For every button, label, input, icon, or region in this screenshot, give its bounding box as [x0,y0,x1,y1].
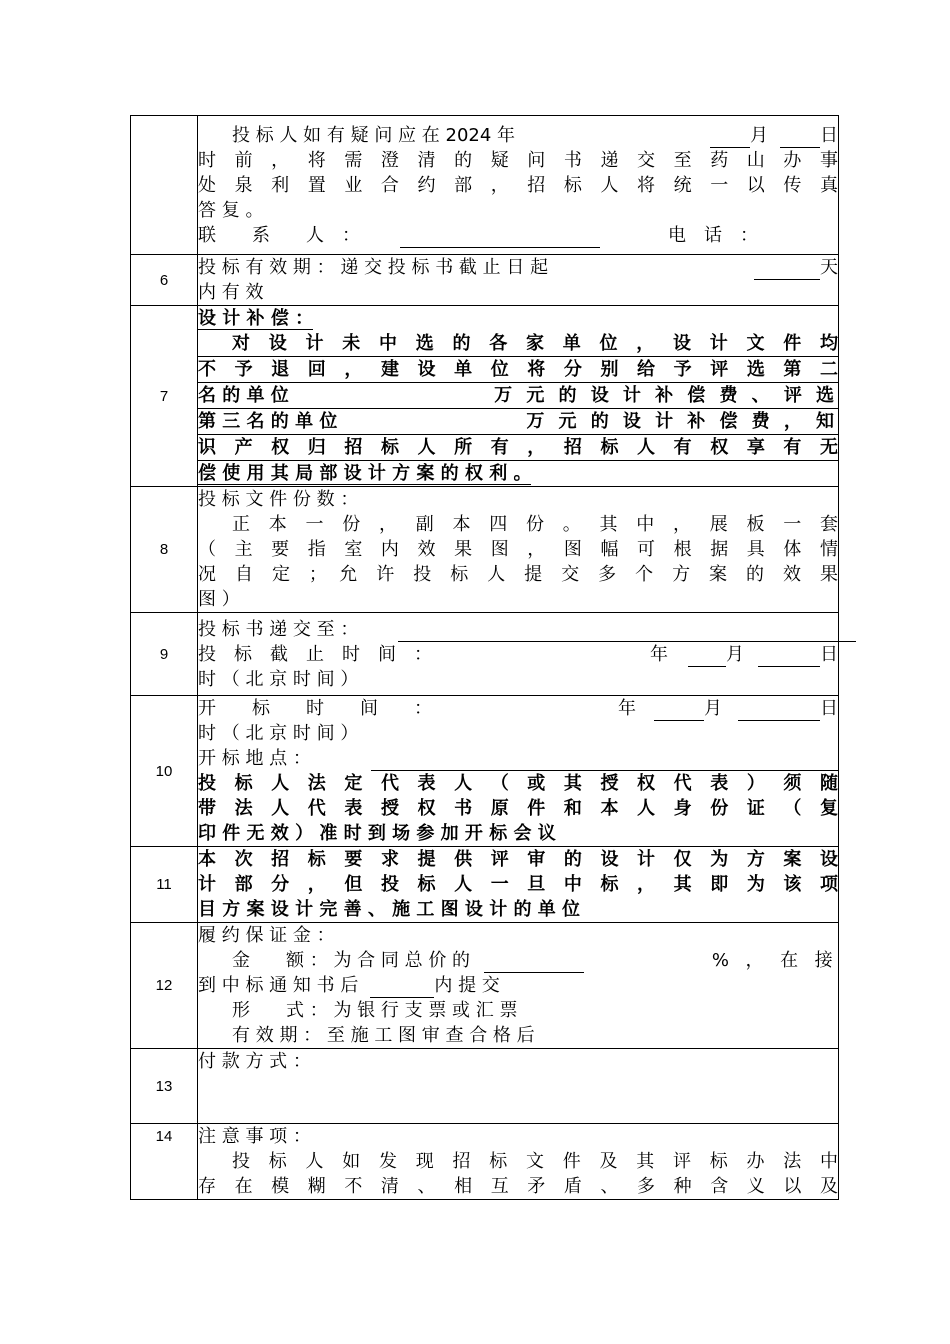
blank-line [758,648,820,667]
blank-line [780,129,820,148]
text-segment: 年 [650,643,668,665]
text-segment: 投 标 有 效 期 ： 递 交 投 标 书 截 止 日 起 [198,257,549,278]
text-segment: 万 元 的 设 计 补 偿 费 ， 知 [526,411,838,432]
row-content-cell [198,306,839,487]
text-line [198,461,838,486]
text-segment: 投 标 截 止 时 间 ： [198,643,432,665]
text-segment: 年 [618,698,636,719]
text-segment: 开 标 时 间 ： [198,698,432,719]
text-line: 计 部 分 ， 但 投 标 人 一 旦 中 标 ， 其 即 为 该 项 [198,874,838,895]
text-segment: 万 元 的 设 计 补 偿 费 、 评 选 [494,385,838,406]
blank-line [400,229,600,248]
blank-line [371,752,838,771]
text-segment: 金 额 ： 为 合 同 总 价 的 [232,950,471,971]
text-segment: 开 标 地 点 ： [198,748,311,769]
text-line: 带 法 人 代 表 授 权 书 原 件 和 本 人 身 份 证 （ 复 [198,798,838,819]
row-number-cell: 10 [131,696,198,847]
text-segment: 月 [726,643,744,665]
row-number-cell [131,116,198,255]
row-content-cell [198,255,839,306]
text-segment: 到 中 标 通 知 书 后 [198,975,359,996]
row-content-cell [198,1049,839,1124]
section-title: 设 计 补 偿 ： [198,308,314,329]
text-line [198,223,838,248]
text-line: 图 ） [198,589,240,610]
text-line [198,696,838,721]
row-content-cell [198,487,839,613]
text-line: 形 式 ： 为 银 行 支 票 或 汇 票 [232,1000,518,1021]
tender-info-table [130,115,839,1200]
text-segment: 日 [820,698,838,719]
row-number-cell: 6 [131,255,198,306]
row-content-cell [198,116,839,255]
text-line: 时 前 ， 将 需 澄 清 的 疑 问 书 递 交 至 药 山 办 事 [198,149,838,171]
text-line [198,383,838,409]
text-line: 目 方 案 设 计 完 善 、 施 工 图 设 计 的 单 位 [198,899,580,920]
text-segment: 日 [820,124,838,146]
blank-line [738,702,820,721]
row-number-cell: 14 [131,1124,198,1200]
text-line [198,617,856,642]
text-line: 况 自 定 ； 允 许 投 标 人 提 交 多 个 方 案 的 效 果 [198,564,838,585]
text-line: 印 件 无 效 ） 准 时 到 场 参 加 开 标 会 议 [198,823,556,844]
blank-line [484,954,584,973]
row-number-cell: 8 [131,487,198,613]
text-line: 注 意 事 项 ： [198,1126,311,1147]
text-line: 本 次 招 标 要 求 提 供 评 审 的 设 计 仅 为 方 案 设 [198,849,838,870]
text-line: 付 款 方 式 ： [198,1051,311,1072]
text-line [198,948,838,973]
contact-label: 联 系 人 ： [198,224,360,246]
text-line: 答 复 。 [198,199,264,221]
table-row [131,696,839,847]
text-segment: 月 [704,698,722,719]
blank-line [688,648,726,667]
text-line: 识 产 权 归 招 标 人 所 有 ， 招 标 人 有 权 享 有 无 [198,435,838,461]
row-content-cell [198,923,839,1049]
blank-line [754,261,820,280]
text-line [198,306,838,331]
text-segment: % ， 在 接 [711,950,838,971]
text-segment: 偿 使 用 其 局 部 设 计 方 案 的 权 利 。 [198,463,532,484]
blank-line [654,702,704,721]
text-segment: 第 三 名 的 单 位 [198,411,338,432]
text-line: 不 予 退 回 ， 建 设 单 位 将 分 别 给 予 评 选 第 二 [198,357,838,383]
table-row [131,306,839,487]
text-line: （ 主 要 指 室 内 效 果 图 ， 图 幅 可 根 据 具 体 情 [198,539,838,560]
table-row [131,923,839,1049]
row-number-cell: 13 [131,1049,198,1124]
text-line [198,123,838,148]
blank-line [398,623,856,642]
row-number-cell: 11 [131,847,198,923]
text-line [198,746,838,771]
row-number-cell: 12 [131,923,198,1049]
blank-line [710,129,750,148]
row-content-cell [198,1124,839,1200]
text-line: 存 在 模 糊 不 清 、 相 互 矛 盾 、 多 种 含 义 以 及 [198,1176,838,1197]
table-row [131,1049,839,1124]
text-line [198,409,838,435]
text-line: 投 标 人 法 定 代 表 人 （ 或 其 授 权 代 表 ） 须 随 [198,773,838,794]
table-row [131,613,839,696]
phone-label: 电 话 ： [668,224,758,246]
text-line [198,642,838,667]
row-number-cell: 7 [131,306,198,487]
row-number-cell: 9 [131,613,198,696]
text-line: 时 （ 北 京 时 间 ） [198,723,359,744]
table-row [131,847,839,923]
text-line: 投 标 文 件 份 数 ： [198,489,359,510]
text-line: 有 效 期 ： 至 施 工 图 审 查 合 格 后 [232,1025,535,1046]
table-row [131,255,839,306]
text-segment: 月 [750,124,768,146]
text-line: 对 设 计 未 中 选 的 各 家 单 位 ， 设 计 文 件 均 [198,331,838,357]
text-line: 正 本 一 份 ， 副 本 四 份 。 其 中 ， 展 板 一 套 [232,514,838,535]
text-line: 投 标 人 如 发 现 招 标 文 件 及 其 评 标 办 法 中 [232,1151,838,1172]
text-line [198,255,838,280]
text-segment: 投 标 人 如 有 疑 问 应 在 2024 年 [232,124,516,146]
text-line: 时 （ 北 京 时 间 ） [198,668,359,690]
table-row [131,487,839,613]
text-line: 处 泉 利 置 业 合 约 部 ， 招 标 人 将 统 一 以 传 真 [198,174,838,196]
blank-line [370,979,434,998]
text-segment: 名 的 单 位 [198,385,289,406]
text-segment: 投 标 书 递 交 至 ： [198,618,359,640]
row-content-cell [198,696,839,847]
text-segment: 日 [820,643,838,665]
text-segment: 天 [820,257,838,278]
table-row [131,116,839,255]
text-line [198,973,838,998]
text-segment: 内 提 交 [434,975,500,996]
row-content-cell [198,847,839,923]
table-row [131,1124,839,1200]
text-line: 履 约 保 证 金 ： [198,925,335,946]
text-line: 内 有 效 [198,282,264,303]
row-content-cell [198,613,839,696]
